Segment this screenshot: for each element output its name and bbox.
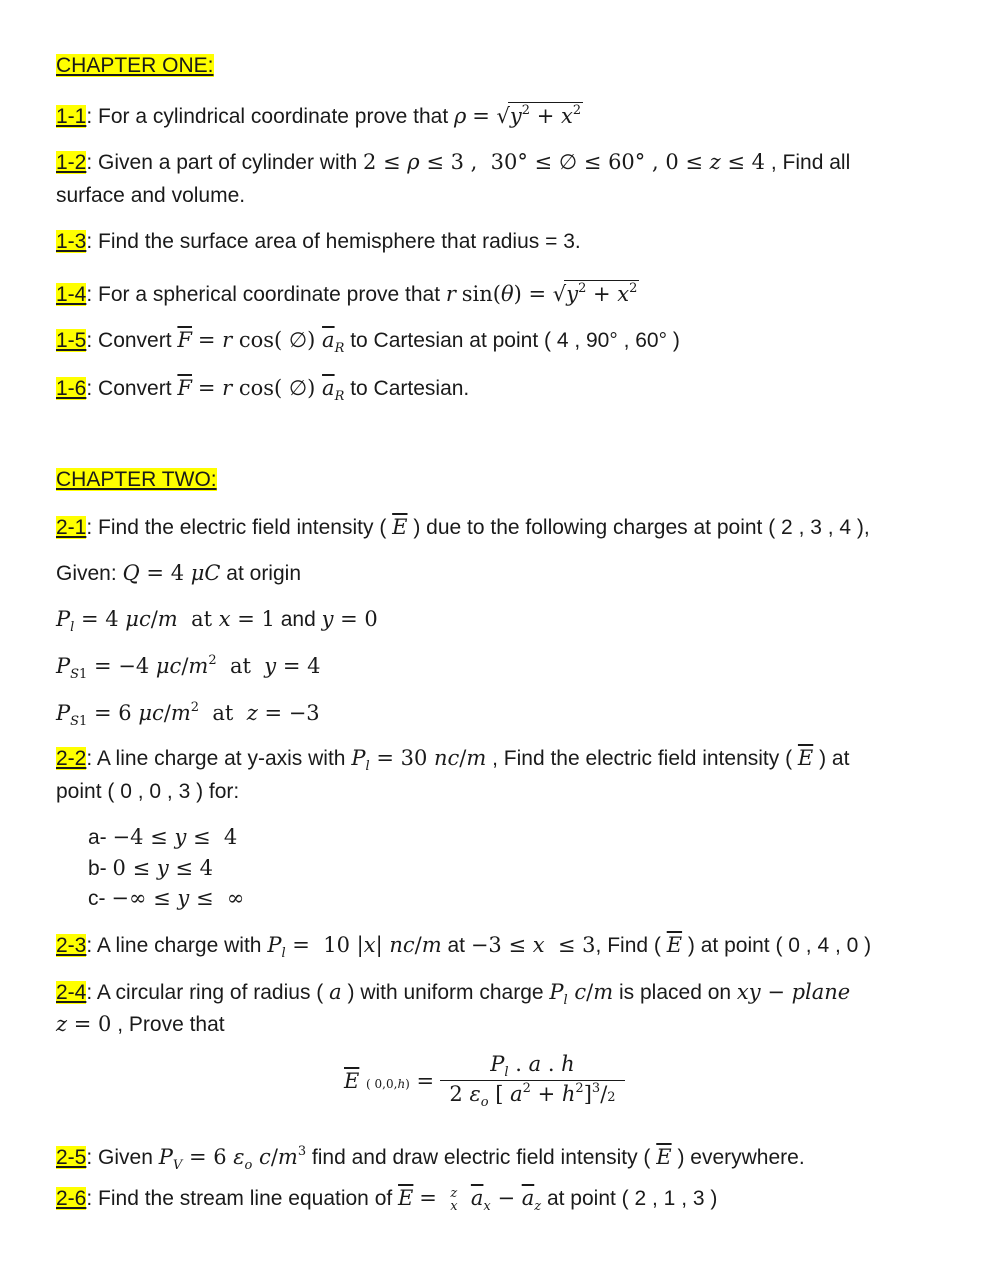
problem-2-1: 2-1: Find the electric field intensity ( $\overline{E}$ ) due to the following charges at point ( 2 , 3 , 4 ), (56, 515, 870, 539)
problem-2-4: 2-4: A circular ring of radius ( a ) with uniform charge $P_l$ c/m is placed on xy − plane (56, 980, 851, 1008)
problem-2-4-equation: $\overline{E}$ ( 0,0,h) = $\frac{P_l . a . h}{2 \varepsilon_o [ a^2 + h^2]^3/2}$ (344, 1052, 625, 1110)
problem-2-2-b: b- 0 ≤ y ≤ 4 (88, 856, 214, 880)
problem-2-4-cont: z = 0 , Prove that (56, 1012, 225, 1036)
problem-2-2-cont: point ( 0 , 0 , 3 ) for: (56, 780, 240, 803)
problem-1-2: 1-2: Given a part of cylinder with 2 ≤ ρ ≤ 3 , 30° ≤ ∅ ≤ 60° , 0 ≤ z ≤ 4 , Find all (56, 150, 851, 174)
problem-2-1-given: Given: Q = 4 μC at origin (56, 561, 301, 585)
problem-2-5: 2-5: Given $P_V = 6$ $\varepsilon_o$ $c/m^3$ find and draw electric field intensity ( $\overline{E}$ ) everywhere. (56, 1144, 805, 1173)
problem-1-4: 1-4: For a spherical coordinate prove that r $\sin(\theta) = √y^2 + x^2$ (56, 281, 638, 306)
chapter-one-heading: CHAPTER ONE: (56, 54, 214, 77)
problem-1-1: 1-1: For a cylindrical coordinate prove that $\rho = √y^2 + x^2$ (56, 103, 582, 128)
problem-1-3: 1-3: Find the surface area of hemisphere that radius = 3. (56, 230, 581, 253)
problem-2-3: 2-3: A line charge with $P_l = 10$ |x| nc/m at −3 ≤ x ≤ 3, Find ( $\overline{E}$ ) at point ( 0 , 4 , 0 ) (56, 933, 872, 961)
problem-1-6: 1-6: Convert $\overline{F} = r$ cos( ∅) $\overline{a}_R$ to Cartesian. (56, 376, 470, 404)
problem-2-1-surface-charge-1: $P_{S1} = -4$ $\mu c/m^2$ at y = 4 (56, 653, 321, 682)
problem-2-1-line-charge: $P_l = 4$ μc/m at x = 1 and y = 0 (56, 607, 378, 635)
problem-2-6: 2-6: Find the stream line equation of $\overline{E}$ = z x $\overline{a}_x - \overline{a}_z$ at point ( 2 , 1 , 3 ) (56, 1185, 718, 1214)
problem-2-1-surface-charge-2: $P_{S1} = 6$ $\mu c/m^2$ at z = −3 (56, 700, 320, 729)
problem-2-2-a: a- −4 ≤ y ≤ 4 (88, 825, 238, 849)
problem-2-2: 2-2: A line charge at y-axis with $P_l = 30$ nc/m , Find the electric field intensity ( $\overline{E}$ ) at (56, 746, 850, 774)
problem-2-2-c: c- −∞ ≤ y ≤ ∞ (88, 886, 245, 910)
problem-1-2-cont: surface and volume. (56, 184, 246, 207)
problem-1-5: 1-5: Convert $\overline{F} = r$ cos( ∅) $\overline{a}_R$ to Cartesian at point ( 4 , 90° , 60° ) (56, 328, 680, 356)
chapter-two-heading: CHAPTER TWO: (56, 468, 217, 491)
